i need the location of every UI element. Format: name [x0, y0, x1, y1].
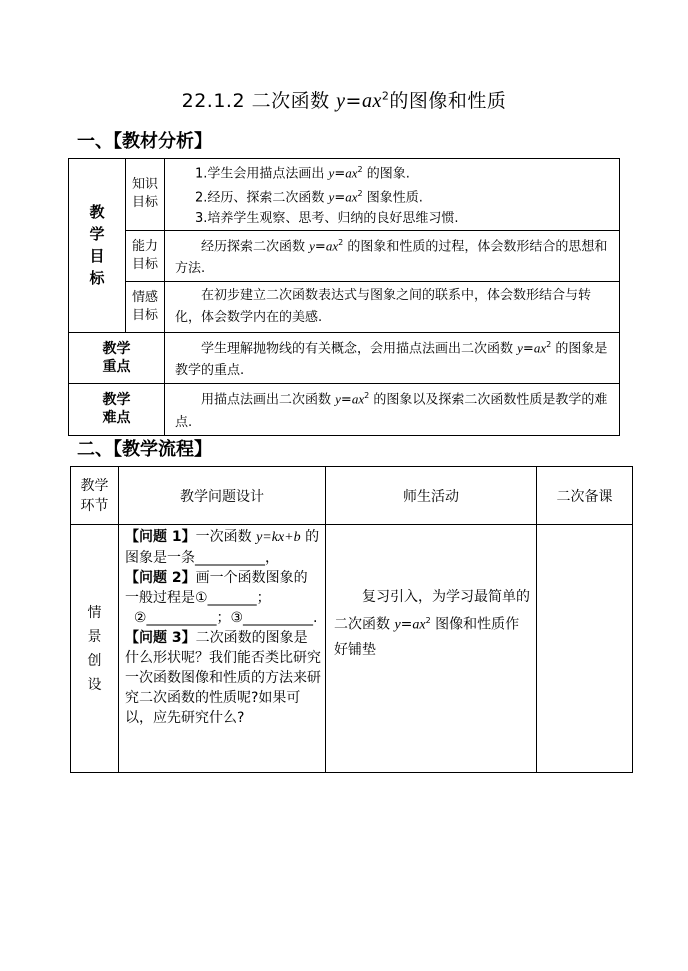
- header-stage: 教学 环节: [71, 467, 119, 525]
- ability-goal-label: 能力 目标: [126, 230, 165, 281]
- emotion-goal-label: 情感 目标: [126, 281, 165, 332]
- knowledge-goal-label: 知识 目标: [126, 159, 165, 231]
- activity-cell: 复习引入，为学习最简单的二次函数 $y=ax^2$ 图像和性质作好铺垫: [326, 525, 537, 773]
- page-title: 22.1.2 二次函数 $y=ax^2$的图像和性质: [181, 89, 507, 112]
- section-heading-flow: 二、【教学流程】: [77, 439, 212, 460]
- key-point-text: 学生理解抛物线的有关概念，会用描点法画出二次函数 $y=ax^2$ 的图象是教学的重点.: [165, 332, 620, 383]
- analysis-table: [68, 158, 620, 436]
- second-prep-cell: [537, 525, 633, 773]
- section-heading-analysis: 一、【教材分析】: [77, 131, 212, 152]
- header-question-design: 教学问题设计: [119, 467, 326, 525]
- flow-table: [70, 466, 633, 773]
- key-point-label: 教学 重点: [69, 332, 165, 383]
- question-design-cell: 【问题 1】一次函数 y=kx+b 的图象是一条__________， 【问题 2】画一个函数图象的一般过程是①_______； ②__________；③__________. 【问题 3】二次函数的图象是什么形状呢？我们能否类比研究一次函数图像和性质的方法来研究二次函数的性质呢?如果可以，应先研究什么?: [119, 525, 326, 773]
- header-activity: 师生活动: [326, 467, 537, 525]
- difficult-point-text: 用描点法画出二次函数 $y=ax^2$ 的图象以及探索二次函数性质是教学的难点.: [165, 384, 620, 435]
- stage-label: 情 景 创 设: [71, 525, 119, 773]
- ability-goal-text: 经历探索二次函数 $y=ax^2$ 的图象和性质的过程，体会数形结合的思想和方法.: [165, 230, 620, 281]
- header-second-prep: 二次备课: [537, 467, 633, 525]
- goal-label: 教 学 目 标: [69, 159, 126, 333]
- difficult-point-label: 教学 难点: [69, 384, 165, 435]
- knowledge-goal-text: 1.学生会用描点法画出 $y=ax^2$ 的图象. 2.经历、探索二次函数 $y=ax^2$ 图象性质. 3.培养学生观察、思考、归纳的良好思维习惯.: [165, 159, 620, 231]
- emotion-goal-text: 在初步建立二次函数表达式与图象之间的联系中，体会数形结合与转化，体会数学内在的美感.: [165, 281, 620, 332]
